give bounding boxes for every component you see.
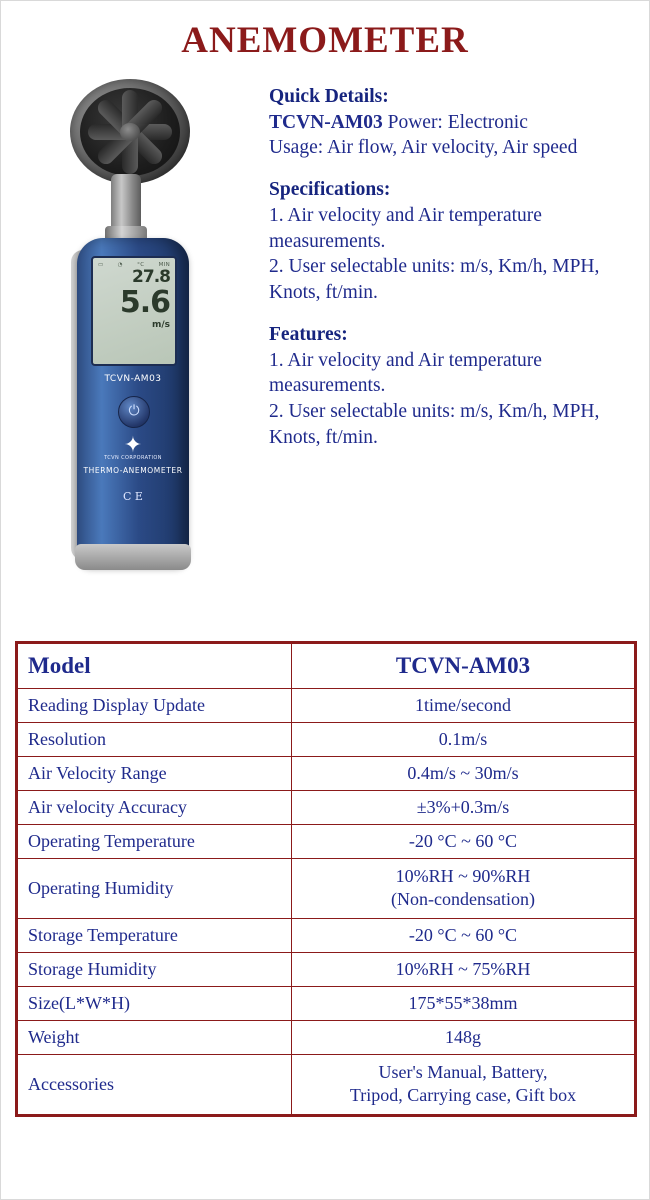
row-label: Air Velocity Range: [17, 757, 292, 791]
table-row: [17, 918, 636, 952]
table-row: [17, 1054, 636, 1115]
specification-item: 1. Air velocity and Air temperature measurements.: [269, 204, 542, 252]
specification-table: [15, 641, 637, 1117]
anemometer-device-illustration: [15, 74, 255, 594]
row-label: Storage Humidity: [17, 952, 292, 986]
feature-item: 1. Air velocity and Air temperature measurements.: [269, 349, 542, 397]
product-image: [15, 74, 255, 598]
row-label: Size(L*W*H): [17, 986, 292, 1020]
row-value: 175*55*38mm: [292, 986, 636, 1020]
row-value: 0.4m/s ~ 30m/s: [292, 757, 636, 791]
row-value: 0.1m/s: [292, 723, 636, 757]
star-logo-icon: ✦: [123, 432, 143, 457]
table-row: [17, 1020, 636, 1054]
row-value-line1: 10%RH ~ 90%RH: [395, 866, 531, 886]
row-value: [292, 1054, 636, 1115]
table-row: [17, 757, 636, 791]
row-label: Storage Temperature: [17, 918, 292, 952]
quick-details-heading: Quick Details:: [269, 86, 389, 107]
features-heading: Features:: [269, 323, 348, 345]
table-row: [17, 825, 636, 859]
row-value-line1: User's Manual, Battery,: [378, 1061, 548, 1082]
table-row: [17, 986, 636, 1020]
brand-sub-label: TCVN CORPORATION: [104, 455, 162, 461]
table-row: [17, 859, 636, 919]
quick-details-power-line: [269, 110, 635, 136]
row-value-line2: (Non-condensation): [391, 889, 535, 910]
table-header-value: TCVN-AM03: [292, 643, 636, 689]
row-value: -20 °C ~ 60 °C: [292, 825, 636, 859]
specifications-heading: Specifications:: [269, 179, 391, 201]
table-row: [17, 689, 636, 723]
usage-text: Usage: Air flow, Air velocity, Air speed: [269, 137, 578, 159]
row-value: ±3%+0.3m/s: [292, 791, 636, 825]
fan-inner: [80, 88, 180, 176]
device-model-label: TCVN-AM03: [104, 374, 162, 384]
table-header-row: [17, 643, 636, 689]
row-value: -20 °C ~ 60 °C: [292, 918, 636, 952]
lcd-status-row: [98, 262, 170, 268]
top-section: [1, 68, 649, 598]
feature-item: 2. User selectable units: m/s, Km/h, MPH, Knots, ft/min.: [269, 401, 600, 448]
device-base: [75, 544, 191, 570]
features-block: [269, 322, 635, 451]
fan-head: [70, 79, 190, 184]
lcd-temp-unit: °C: [137, 262, 145, 268]
row-value-line2: Tripod, Carrying case, Gift box: [349, 1085, 577, 1106]
row-value: [292, 859, 636, 919]
power-icon: ⏻: [128, 404, 140, 419]
power-text: Power: Electronic: [382, 111, 528, 133]
quick-details-block: [269, 84, 635, 161]
page-title: ANEMOMETER: [181, 20, 469, 61]
row-label: Resolution: [17, 723, 292, 757]
table-row: [17, 723, 636, 757]
power-button[interactable]: [118, 396, 150, 428]
brand-name-label: THERMO-ANEMOMETER: [83, 466, 183, 475]
ce-mark: C E: [123, 490, 143, 503]
lcd-temperature-value: 27.8: [132, 267, 170, 287]
table-row: [17, 952, 636, 986]
battery-icon: ▭: [98, 262, 104, 268]
lcd-min-label: MIN: [158, 262, 170, 268]
row-label: Air velocity Accuracy: [17, 791, 292, 825]
row-label: Operating Humidity: [17, 859, 292, 919]
row-label: Operating Temperature: [17, 825, 292, 859]
row-value: 10%RH ~ 75%RH: [292, 952, 636, 986]
table-row: [17, 791, 636, 825]
lcd-velocity-unit: m/s: [151, 320, 170, 330]
lcd-display: [91, 256, 177, 366]
row-value: 1time/second: [292, 689, 636, 723]
table-header-label: Model: [17, 643, 292, 689]
clock-icon: ◔: [117, 262, 123, 268]
row-value: 148g: [292, 1020, 636, 1054]
row-label: Accessories: [17, 1054, 292, 1115]
model-name: TCVN-AM03: [269, 111, 383, 133]
product-details: [255, 74, 635, 598]
specification-item: 2. User selectable units: m/s, Km/h, MPH, Knots, ft/min.: [269, 256, 600, 304]
row-label: Weight: [17, 1020, 292, 1054]
row-label: Reading Display Update: [17, 689, 292, 723]
specifications-block: [269, 177, 635, 306]
lcd-velocity-value: 5.6: [119, 285, 170, 320]
fan-hub: [120, 123, 140, 141]
